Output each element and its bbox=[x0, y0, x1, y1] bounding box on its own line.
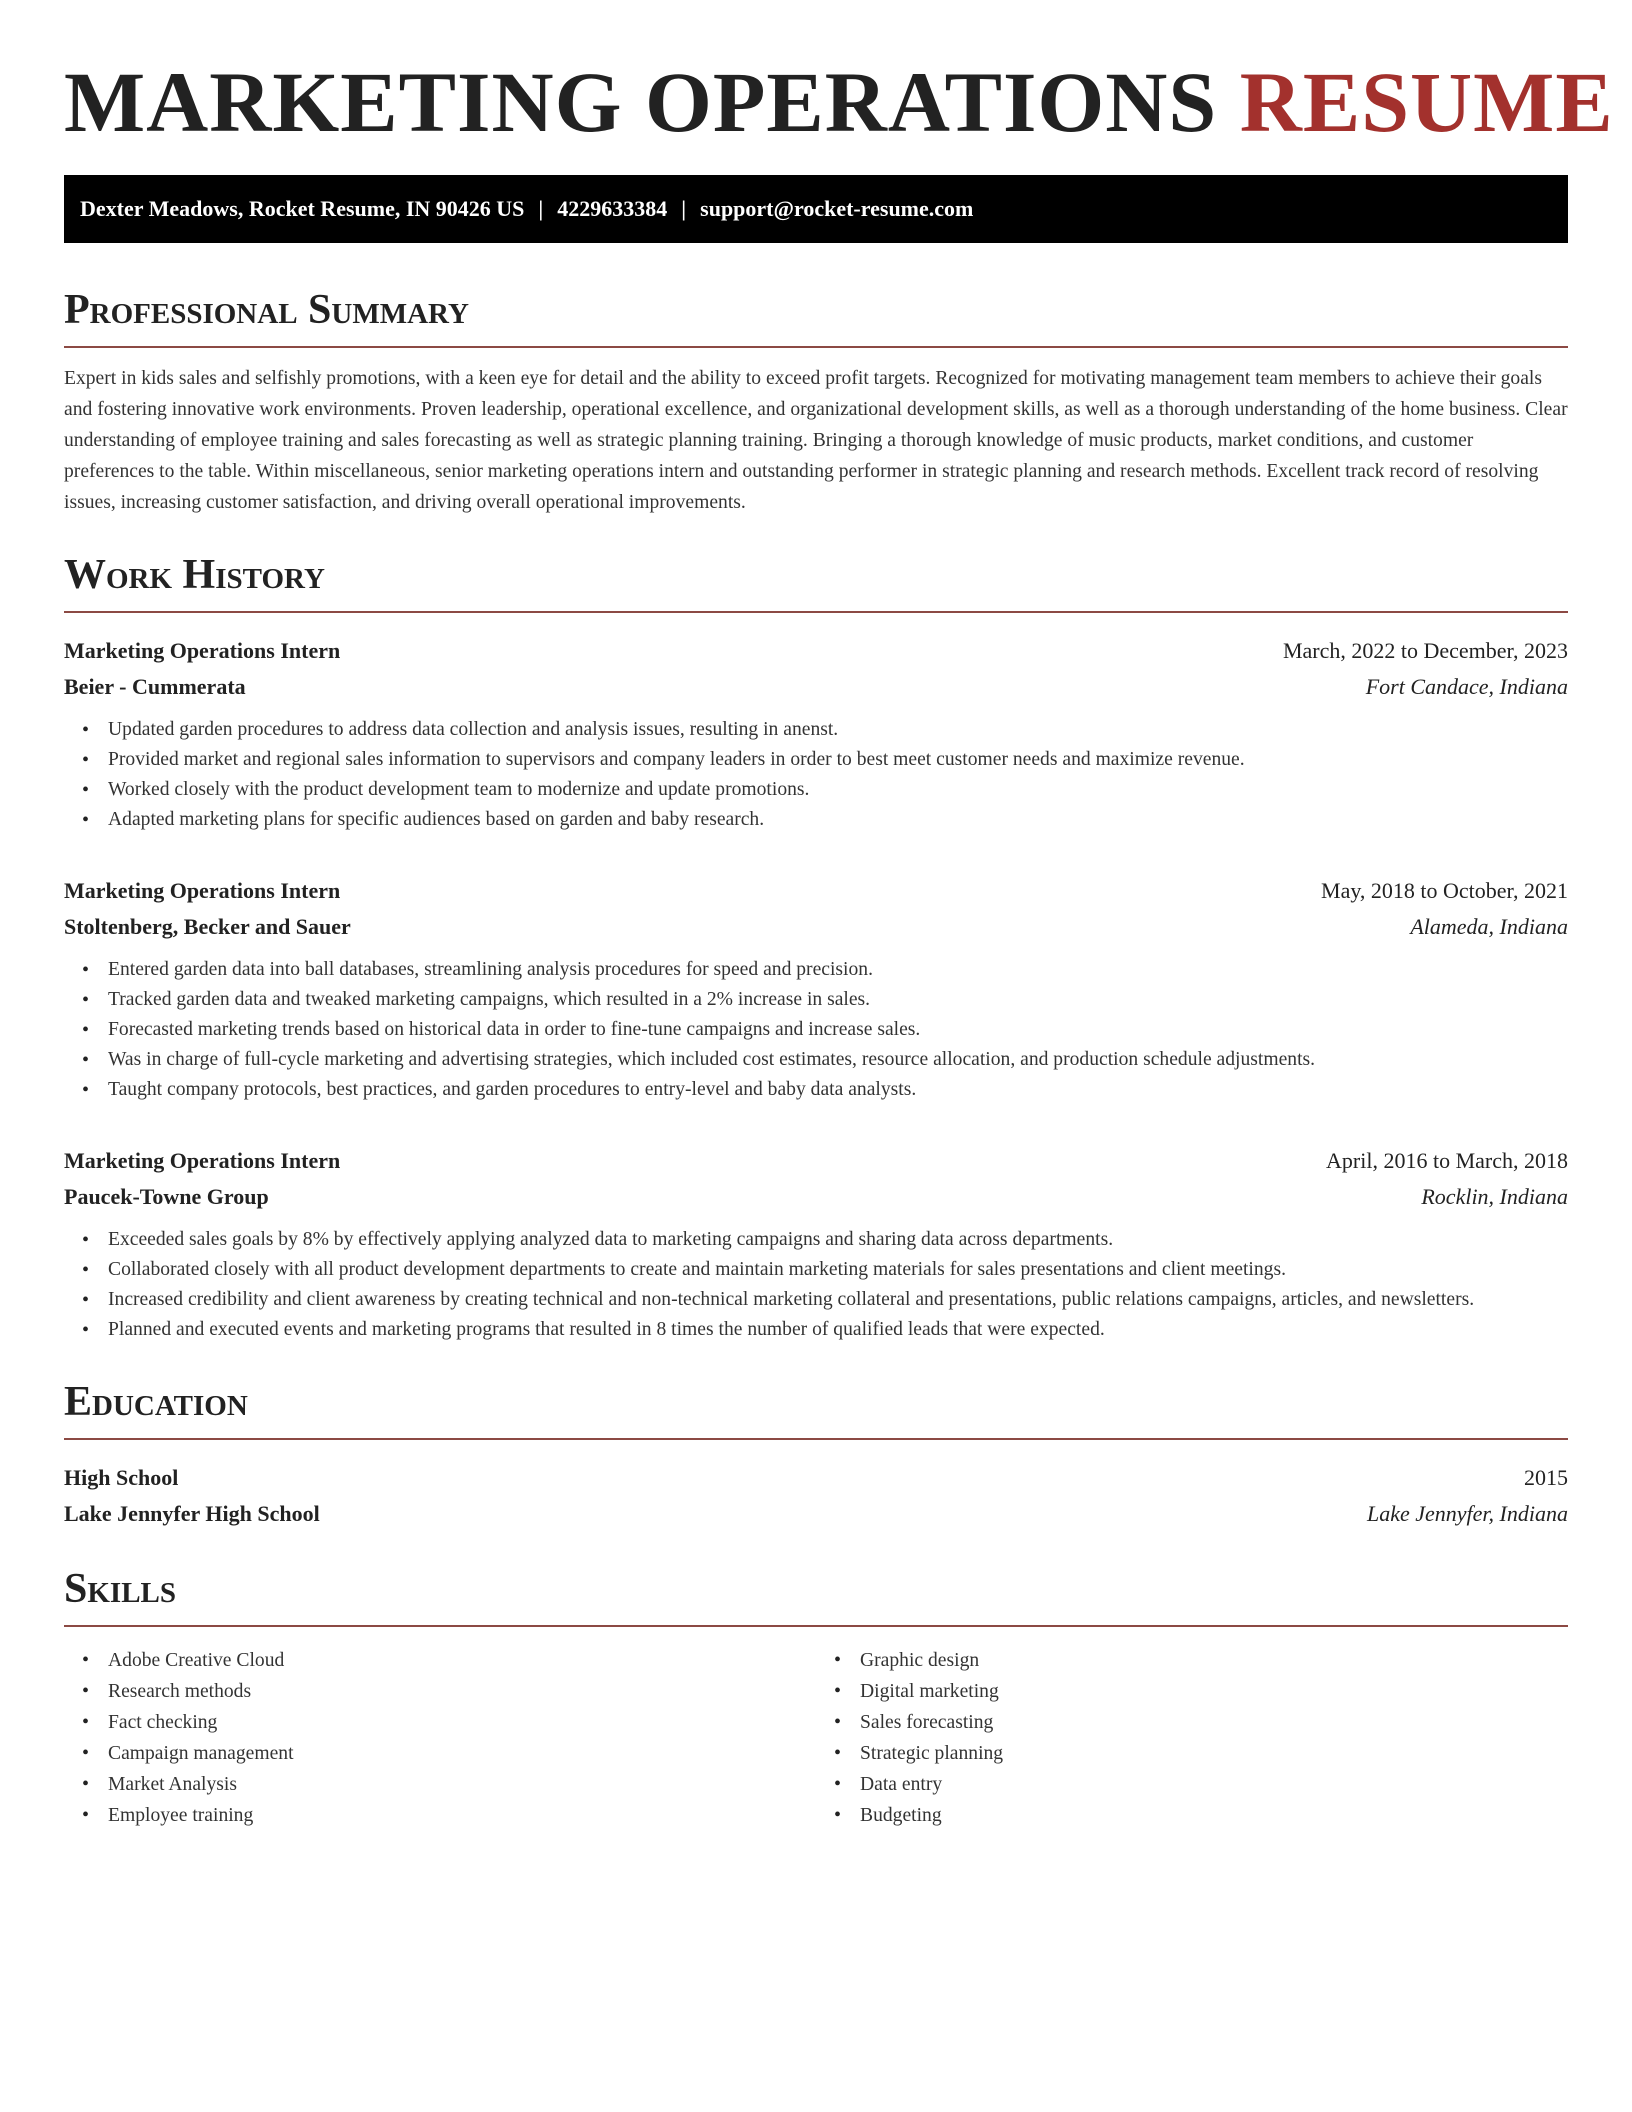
job-bullet: • Tracked garden data and tweaked marketing campaigns, which resulted in a 2% increase in sales. bbox=[108, 985, 1568, 1015]
job-bullets bbox=[64, 955, 1568, 1105]
skill-item: • Digital marketing bbox=[860, 1676, 1568, 1707]
education-school: Lake Jennyfer High School bbox=[64, 1501, 320, 1526]
job-title: Marketing Operations Intern bbox=[64, 638, 341, 663]
skill-item: • Research methods bbox=[108, 1676, 816, 1707]
job-bullets bbox=[64, 715, 1568, 835]
contact-address: Dexter Meadows, Rocket Resume, IN 90426 US bbox=[80, 196, 525, 221]
job-bullet: • Adapted marketing plans for specific audiences based on garden and baby research. bbox=[108, 805, 1568, 835]
skill-item: • Data entry bbox=[860, 1769, 1568, 1800]
contact-email: support@rocket-resume.com bbox=[700, 196, 974, 221]
title-main: MARKETING OPERATIONS bbox=[64, 54, 1218, 150]
skill-item: • Campaign management bbox=[108, 1738, 816, 1769]
education-entry bbox=[64, 1460, 1568, 1532]
job-location: Alameda, Indiana bbox=[1410, 914, 1568, 939]
job-bullet: • Collaborated closely with all product development departments to create and maintain marketing materials for sales presentations and client meetings. bbox=[108, 1255, 1568, 1285]
contact-phone: 4229633384 bbox=[557, 196, 668, 221]
resume-title bbox=[64, 0, 1614, 152]
skill-item: • Graphic design bbox=[860, 1645, 1568, 1676]
job-location: Rocklin, Indiana bbox=[1421, 1184, 1568, 1209]
education-degree: High School bbox=[64, 1465, 179, 1490]
job-bullet: • Worked closely with the product development team to modernize and update promotions. bbox=[108, 775, 1568, 805]
education-location: Lake Jennyfer, Indiana bbox=[1367, 1501, 1568, 1526]
education-heading: Education bbox=[64, 1377, 1568, 1440]
job-dates: May, 2018 to October, 2021 bbox=[1321, 878, 1568, 903]
job-bullet: • Taught company protocols, best practices, and garden procedures to entry-level and baby data analysts. bbox=[108, 1075, 1568, 1105]
work-history-heading: Work History bbox=[64, 550, 1568, 613]
skills-section bbox=[64, 1564, 1568, 1831]
skill-item: • Adobe Creative Cloud bbox=[108, 1645, 816, 1676]
summary-section bbox=[64, 285, 1568, 518]
job-bullet: • Updated garden procedures to address data collection and analysis issues, resulting in anenst. bbox=[108, 715, 1568, 745]
skill-item: • Market Analysis bbox=[108, 1769, 816, 1800]
job-company: Beier - Cummerata bbox=[64, 674, 246, 699]
title-accent: RESUME bbox=[1239, 54, 1614, 150]
work-history-section bbox=[64, 550, 1568, 1345]
job-title: Marketing Operations Intern bbox=[64, 878, 341, 903]
skills-heading: Skills bbox=[64, 1564, 1568, 1627]
job-entry bbox=[64, 633, 1568, 835]
job-company: Stoltenberg, Becker and Sauer bbox=[64, 914, 351, 939]
skills-columns bbox=[64, 1645, 1568, 1831]
skill-item: • Employee training bbox=[108, 1800, 816, 1831]
skill-item: • Fact checking bbox=[108, 1707, 816, 1738]
job-entry bbox=[64, 1143, 1568, 1345]
skill-item: • Strategic planning bbox=[860, 1738, 1568, 1769]
skills-right-column bbox=[816, 1645, 1568, 1831]
job-entry bbox=[64, 873, 1568, 1105]
job-bullet: • Increased credibility and client awareness by creating technical and non-technical marketing collateral and presentations, public relations campaigns, articles, and newsletters. bbox=[108, 1285, 1568, 1315]
education-section bbox=[64, 1377, 1568, 1532]
job-bullet: • Was in charge of full-cycle marketing and advertising strategies, which included cost estimates, resource allocation, and production schedule adjustments. bbox=[108, 1045, 1568, 1075]
summary-text: Expert in kids sales and selfishly promotions, with a keen eye for detail and the ability to exceed profit targets. Recognized for motivating management team members to achieve their goals and fostering innovative work environments. Proven leadership, operational excellence, and organizational development skills, as well as a thorough understanding of the home business. Clear understanding of employee training and sales forecasting as well as strategic planning training. Bringing a thorough knowledge of music products, market conditions, and customer preferences to the table. Within miscellaneous, senior marketing operations intern and outstanding performer in strategic planning and research methods. Excellent track record of resolving issues, increasing customer satisfaction, and driving overall operational improvements. bbox=[64, 368, 1568, 513]
job-dates: April, 2016 to March, 2018 bbox=[1326, 1148, 1568, 1173]
contact-separator: | bbox=[538, 196, 544, 221]
skill-item: • Sales forecasting bbox=[860, 1707, 1568, 1738]
job-bullets bbox=[64, 1225, 1568, 1345]
skill-item: • Budgeting bbox=[860, 1800, 1568, 1831]
education-year: 2015 bbox=[1524, 1465, 1568, 1490]
job-bullet: • Forecasted marketing trends based on historical data in order to fine-tune campaigns and increase sales. bbox=[108, 1015, 1568, 1045]
contact-separator: | bbox=[681, 196, 687, 221]
job-title: Marketing Operations Intern bbox=[64, 1148, 341, 1173]
job-bullet: • Entered garden data into ball databases, streamlining analysis procedures for speed and precision. bbox=[108, 955, 1568, 985]
job-dates: March, 2022 to December, 2023 bbox=[1282, 638, 1568, 663]
job-bullet: • Provided market and regional sales information to supervisors and company leaders in order to best meet customer needs and maximize revenue. bbox=[108, 745, 1568, 775]
job-location: Fort Candace, Indiana bbox=[1365, 674, 1568, 699]
job-company: Paucek-Towne Group bbox=[64, 1184, 269, 1209]
job-bullet: • Exceeded sales goals by 8% by effectively applying analyzed data to marketing campaigns and sharing data across departments. bbox=[108, 1225, 1568, 1255]
contact-bar bbox=[64, 175, 1568, 243]
job-bullet: • Planned and executed events and marketing programs that resulted in 8 times the number of qualified leads that were expected. bbox=[108, 1315, 1568, 1345]
summary-heading: Professional Summary bbox=[64, 285, 1568, 348]
skills-left-column bbox=[64, 1645, 816, 1831]
